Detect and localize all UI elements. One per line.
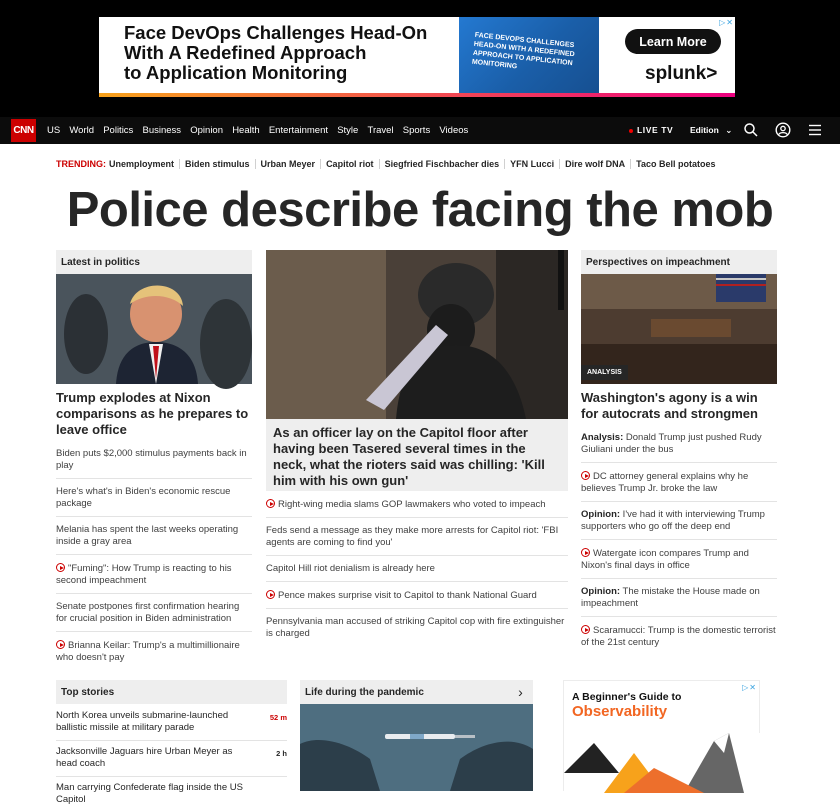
list-item[interactable]	[56, 594, 252, 632]
right-story-list	[581, 432, 777, 655]
nav-link-style[interactable]: Style	[337, 125, 359, 136]
list-item-prefix: Opinion:	[581, 586, 621, 597]
top-story-time: 2 h	[276, 749, 287, 758]
video-play-icon	[266, 499, 275, 508]
ad-observability[interactable]	[563, 680, 760, 791]
nav-links	[47, 117, 477, 144]
live-tv-label: LIVE TV	[637, 125, 674, 135]
section-header-perspectives[interactable]: Perspectives on impeachment	[581, 250, 777, 274]
video-play-icon	[581, 625, 590, 634]
list-item[interactable]	[266, 609, 568, 646]
list-item-text: The mistake the House made on impeachment	[581, 586, 760, 609]
menu-icon[interactable]	[807, 122, 823, 138]
live-tv-link[interactable]	[629, 125, 673, 135]
nav-link-travel[interactable]: Travel	[367, 125, 394, 136]
list-item-text: Melania has spent the last weeks operating inside a gray area	[56, 524, 239, 547]
nav-link-world[interactable]: World	[69, 125, 95, 136]
nav-link-politics[interactable]: Politics	[103, 125, 134, 136]
center-lead-story-title[interactable]: As an officer lay on the Capitol floor after having been Tasered several times in the neck, what the rioters said was chilling: 'Kill him with his own gun'	[273, 425, 545, 488]
trending-item[interactable]: Unemployment	[109, 159, 180, 169]
left-column	[56, 390, 252, 670]
video-play-icon	[56, 563, 65, 572]
trending-item[interactable]: Siegfried Fischbacher dies	[380, 159, 506, 169]
main-headline[interactable]: Police describe facing the mob	[66, 183, 774, 237]
account-icon[interactable]	[775, 122, 791, 138]
list-item-text: I've had it with interviewing Trump supporters who go off the deep end	[581, 509, 765, 532]
top-story-time: 52 m	[269, 713, 287, 722]
ad-learn-more-button[interactable]: Learn More	[625, 29, 721, 54]
video-play-icon	[266, 590, 275, 599]
list-item-text: Senate postpones first confirmation hearing for crucial position in Biden administration	[56, 601, 240, 624]
ad-brand-logo: splunk>	[645, 63, 718, 84]
section-header-pandemic[interactable]	[300, 680, 533, 704]
list-item-text: DC attorney general explains why he believes Trump Jr. broke the law	[581, 471, 749, 494]
left-story-list	[56, 448, 252, 670]
chevron-down-icon: ⌄	[725, 125, 733, 135]
trending-item[interactable]: Dire wolf DNA	[560, 159, 631, 169]
list-item-text: Brianna Keilar: Trump's a multimillionaire who doesn't pay	[56, 640, 240, 663]
nav-link-entertainment[interactable]: Entertainment	[268, 125, 328, 136]
list-item[interactable]	[56, 479, 252, 517]
list-item[interactable]	[56, 555, 252, 594]
list-item-text: "Fuming": How Trump is reacting to his second impeachment	[56, 563, 232, 586]
list-item-text: Here's what's in Biden's economic rescue package	[56, 486, 231, 509]
left-lead-story-title[interactable]: Trump explodes at Nixon comparisons as he prepares to leave office	[56, 390, 249, 437]
ad-headline: Face DevOps Challenges Head-On With A Redefined Approach to Application Monitoring	[124, 22, 428, 83]
edition-dropdown[interactable]	[690, 125, 732, 136]
trending-item[interactable]: Urban Meyer	[256, 159, 322, 169]
list-item[interactable]	[581, 540, 777, 579]
list-item[interactable]	[266, 556, 568, 582]
top-navigation	[0, 117, 840, 144]
ad-panel-text: FACE DEVOPS CHALLENGES HEAD-ON WITH A REDEFINED APPROACH TO APPLICATION MONITORING	[471, 31, 575, 71]
top-story-text: North Korea unveils submarine-launched ballistic missile at military parade	[56, 710, 229, 733]
trump-photo-illustration	[56, 274, 252, 384]
trending-item[interactable]: Capitol riot	[321, 159, 380, 169]
top-story-item[interactable]	[56, 710, 287, 741]
list-item[interactable]	[266, 582, 568, 609]
section-header-latest-politics[interactable]: Latest in politics	[56, 250, 252, 274]
carousel-next-icon[interactable]: ›	[518, 684, 523, 700]
live-dot-icon	[629, 129, 633, 133]
trending-item[interactable]: Taco Bell potatoes	[636, 159, 716, 169]
nav-link-videos[interactable]: Videos	[439, 125, 469, 136]
top-story-text: Jacksonville Jaguars hire Urban Meyer as head coach	[56, 746, 233, 769]
list-item-text: Right-wing media slams GOP lawmakers who voted to impeach	[278, 499, 546, 510]
list-item[interactable]	[581, 579, 777, 617]
list-item[interactable]	[266, 518, 568, 556]
list-item[interactable]	[581, 502, 777, 540]
ad-color-strip	[99, 93, 735, 97]
edition-label: Edition	[690, 125, 719, 135]
nav-link-health[interactable]: Health	[232, 125, 260, 136]
nav-link-business[interactable]: Business	[142, 125, 182, 136]
video-play-icon	[56, 640, 65, 649]
ad2-title: A Beginner's Guide to	[572, 691, 682, 703]
section-header-pandemic-label: Life during the pandemic	[305, 687, 424, 698]
center-lead-story-box	[266, 419, 568, 491]
list-item-text: Donald Trump just pushed Rudy Giuliani under the bus	[581, 432, 762, 455]
analysis-badge: ANALYSIS	[581, 365, 628, 380]
trending-item[interactable]: YFN Lucci	[505, 159, 560, 169]
list-item[interactable]	[581, 463, 777, 502]
section-header-top-stories[interactable]: Top stories	[56, 680, 287, 704]
list-item-text: Biden puts $2,000 stimulus payments back in play	[56, 448, 247, 471]
nav-link-sports[interactable]: Sports	[402, 125, 431, 136]
list-item[interactable]	[56, 448, 252, 479]
ad-band	[0, 0, 840, 117]
ad-banner[interactable]	[99, 17, 735, 97]
capitol-photo-illustration	[266, 250, 568, 419]
list-item-prefix: Analysis:	[581, 432, 624, 443]
right-column	[581, 390, 777, 655]
ad-close-icon[interactable]: ▷✕	[742, 683, 757, 692]
trending-item[interactable]: Biden stimulus	[180, 159, 256, 169]
nav-link-opinion[interactable]: Opinion	[190, 125, 223, 136]
center-story-list	[266, 498, 568, 646]
list-item-text: Pence makes surprise visit to Capitol to thank National Guard	[278, 590, 537, 601]
list-item[interactable]	[56, 517, 252, 555]
capitol-photo[interactable]	[266, 250, 568, 419]
list-item[interactable]	[266, 498, 568, 518]
ad2-illustration	[564, 733, 761, 793]
list-item[interactable]	[581, 617, 777, 655]
video-play-icon	[581, 548, 590, 557]
ad2-subtitle: Observability	[572, 703, 668, 720]
trending-bar	[56, 157, 721, 171]
top-story-item[interactable]	[56, 782, 287, 806]
vaccine-photo-illustration	[300, 704, 533, 791]
nav-link-us[interactable]: US	[47, 125, 61, 136]
trump-photo[interactable]	[56, 274, 252, 384]
ad-close-icon[interactable]: ▷✕	[719, 18, 734, 27]
list-item-text: Watergate icon compares Trump and Nixon's final days in office	[581, 548, 749, 571]
vaccine-photo[interactable]	[300, 704, 533, 791]
list-item-text: Feds send a message as they make more arrests for Capitol riot: 'FBI agents are coming to find you'	[266, 525, 559, 548]
top-story-text: Man carrying Confederate flag inside the US Capitol	[56, 782, 243, 805]
right-lead-story-title[interactable]: Washington's agony is a win for autocrats and strongmen	[581, 390, 758, 421]
top-story-item[interactable]	[56, 746, 287, 777]
cnn-logo[interactable]: CNN	[11, 119, 36, 142]
list-item-text: Scaramucci: Trump is the domestic terrorist of the 21st century	[581, 625, 776, 648]
ad-panel	[459, 17, 599, 97]
list-item[interactable]	[56, 632, 252, 670]
search-icon[interactable]	[743, 122, 759, 138]
video-play-icon	[581, 471, 590, 480]
list-item-prefix: Opinion:	[581, 509, 621, 520]
list-item-text: Capitol Hill riot denialism is already here	[266, 563, 435, 574]
list-item-text: Pennsylvania man accused of striking Capitol cop with fire extinguisher is charged	[266, 616, 565, 639]
list-item[interactable]	[581, 432, 777, 463]
trending-label: TRENDING:	[56, 159, 106, 169]
